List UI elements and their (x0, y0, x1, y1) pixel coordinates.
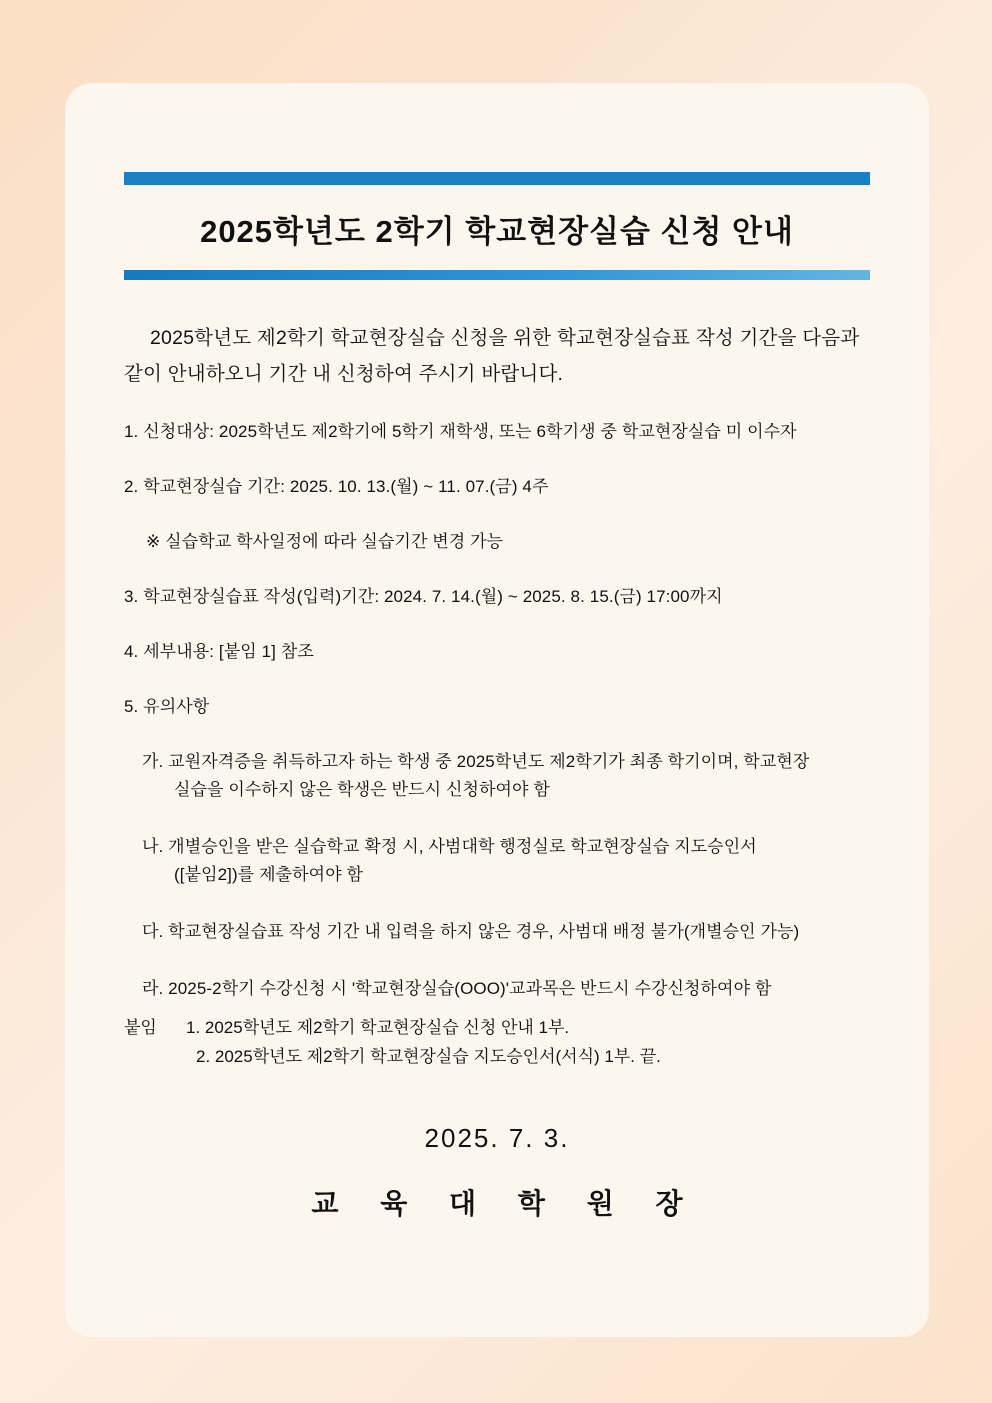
lead-paragraph: 2025학년도 제2학기 학교현장실습 신청을 위한 학교현장실습표 작성 기간을 다음과 같이 안내하오니 기간 내 신청하여 주시기 바랍니다. (124, 327, 860, 385)
page-title: 2025학년도 2학기 학교현장실습 신청 안내 (200, 214, 794, 249)
document-body (124, 172, 870, 1222)
notice-subitem-na (124, 833, 870, 889)
notice-subitem-ra-line1: 라. 2025-2학기 수강신청 시 '학교현장실습(OOO)'교과목은 반드시 수강신청하여야 함 (142, 979, 772, 998)
attachment-line-2: 2. 2025학년도 제2학기 학교현장실습 지도승인서(서식) 1부. 끝. (196, 1047, 661, 1066)
issue-date: 2025. 7. 3. (424, 1123, 570, 1153)
notice-subitem-na-line2: ([붙임2])를 제출하여야 함 (174, 865, 364, 884)
attachment-label: 붙임 (124, 1018, 157, 1037)
attachment-line-1: 1. 2025학년도 제2학기 학교현장실습 신청 안내 1부. (186, 1018, 570, 1037)
notice-subitem-ga-line1: 가. 교원자격증을 취득하고자 하는 학생 중 2025학년도 제2학기가 최종 학기이며, 학교현장 (142, 752, 810, 771)
notice-item-note: ※ 실습학교 학사일정에 따라 실습기간 변경 가능 (146, 532, 504, 551)
notice-subitem-na-line1: 나. 개별승인을 받은 실습학교 확정 시, 사범대학 행정실로 학교현장실습 지도승인서 (142, 837, 757, 856)
notice-item-2: 2. 학교현장실습 기간: 2025. 10. 13.(월) ~ 11. 07.(금) 4주 (124, 477, 549, 496)
title-top-rule (124, 172, 870, 185)
notice-items (124, 418, 870, 1003)
notice-subitem-ra (124, 975, 870, 1003)
notice-subitem-da-line1: 다. 학교현장실습표 작성 기간 내 입력을 하지 않은 경우, 사범대 배정 불가(개별승인 가능) (142, 922, 800, 941)
attachment-block (124, 1013, 870, 1071)
document-page (66, 84, 928, 1336)
notice-item-3: 3. 학교현장실습표 작성(입력)기간: 2024. 7. 14.(월) ~ 2025. 8. 15.(금) 17:00까지 (124, 587, 723, 606)
notice-item-4: 4. 세부내용: [붙임 1] 참조 (124, 642, 314, 661)
notice-subitem-ga-line2: 실습을 이수하지 않은 학생은 반드시 신청하여야 함 (174, 780, 550, 799)
signer-title: 교 육 대 학 원 장 (311, 1188, 700, 1219)
notice-item-5: 5. 유의사항 (124, 697, 210, 716)
title-bottom-rule (124, 270, 870, 280)
notice-item-1: 1. 신청대상: 2025학년도 제2학기에 5학기 재학생, 또는 6학기생 중 학교현장실습 미 이수자 (124, 422, 797, 441)
notice-subitem-ga (124, 748, 870, 804)
notice-subitem-da (124, 918, 870, 946)
